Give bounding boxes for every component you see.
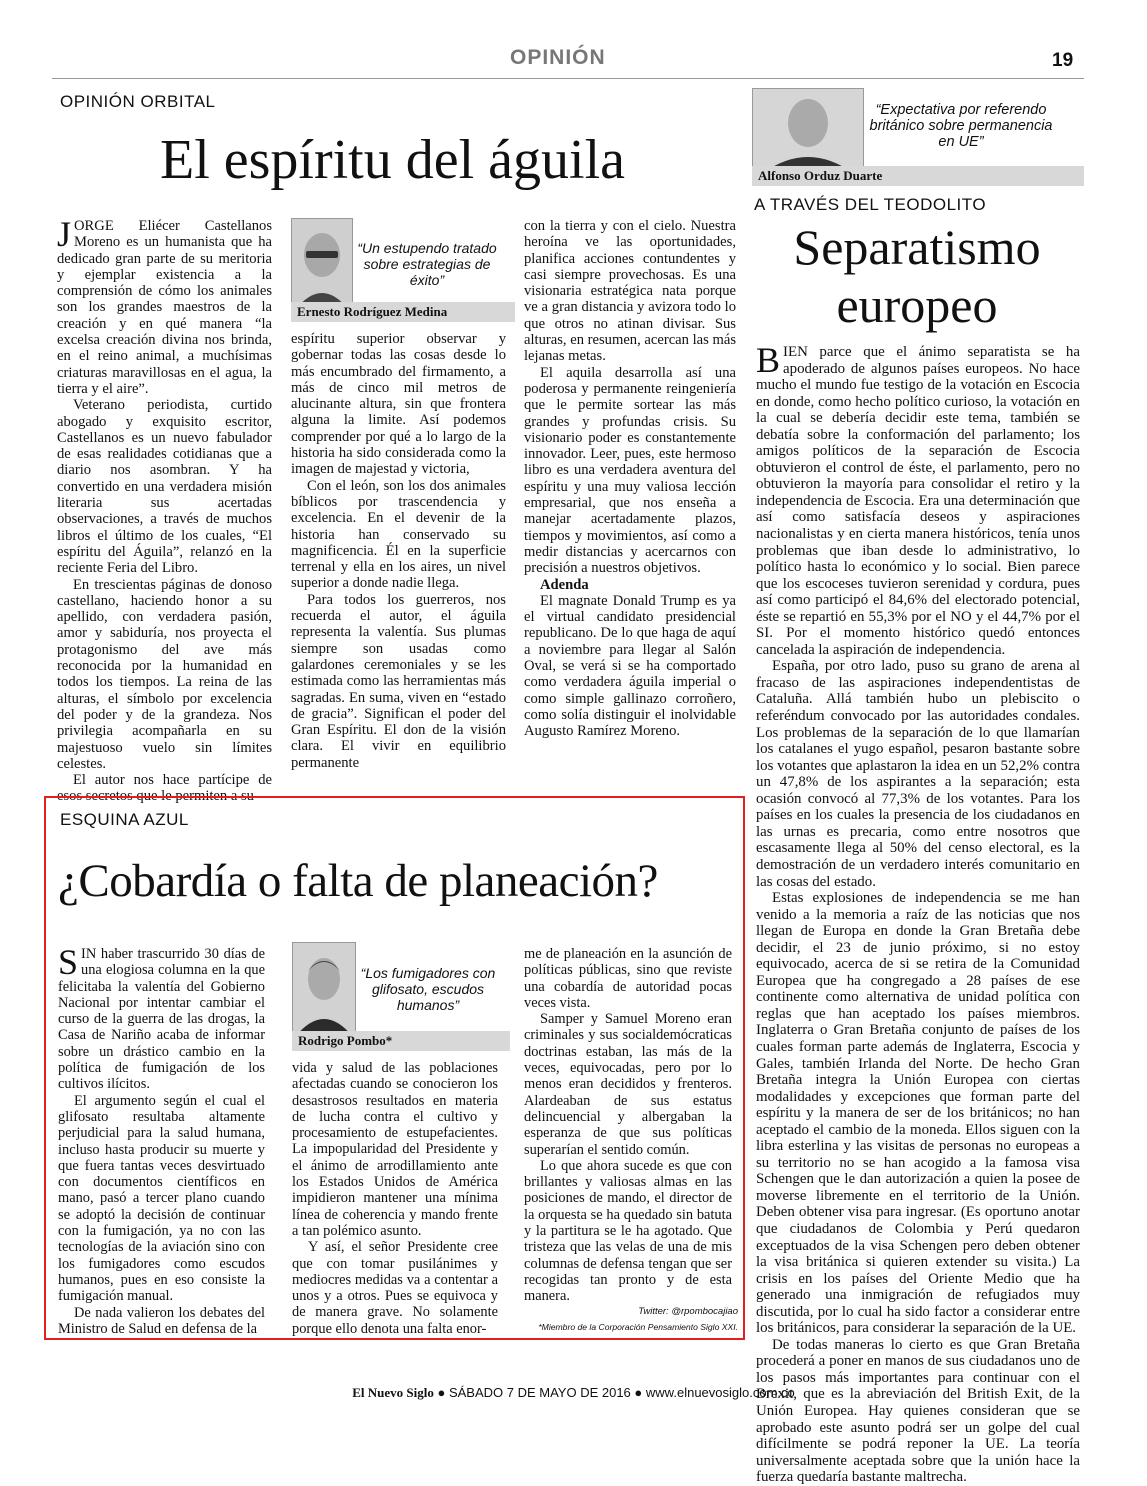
- dropcap: B: [756, 340, 781, 380]
- article3-kicker: ESQUINA AZUL: [60, 810, 189, 829]
- bullet-icon: ●: [634, 1385, 643, 1400]
- article3-pull-quote: “Los fumigadores con glifosato, escudos humanos”: [360, 965, 496, 1013]
- article1-pull-quote: “Un estupendo tratado sobre estrategias de éxito”: [357, 240, 497, 288]
- article2-title-line1: Separatismo: [793, 219, 1041, 275]
- author-twitter: Twitter: @rpombocajiao: [638, 1306, 738, 1317]
- article1-paragraph: Con el león, son los dos animales bíblicos por trascendencia y excelencia. En el devenir de la historia han conservado su magnificencia. Él en la superficie terrenal y ella en los aires, un nivel superior a donde nadie llega.: [291, 477, 506, 592]
- article1-paragraph: El aquila desarrolla así una poderosa y permanente reingeniería que le permite sortear las más grandes y profundas crisis. Su visionario poder es constantemente innovador. Leer, pues, este hermoso libro es una verdadera aventura del espíritu y una muy valiosa lección empresarial, que nos enseña a manejar acertadamente plazos, tiempos y movimientos, así como a medir distancias y acercarnos con precisión a nuestros objetivos.: [524, 364, 736, 577]
- article1-paragraph: espíritu superior observar y gobernar todas las cosas desde lo más encumbrado del firmamento, a más de cinco mil metros de alucinante altura, sin que frontera alguna la limite. Así podemos comprender por qué a lo largo de la historia ha sido considerada como la imagen de majestad y victoria,: [291, 331, 506, 478]
- page-number: 19: [1052, 50, 1074, 71]
- author-membership-note: *Miembro de la Corporación Pensamiento Siglo XXI.: [538, 1322, 738, 1332]
- article3-col1: [58, 942, 265, 1337]
- article1-paragraph: El magnate Donald Trump es ya el virtual candidato presidencial republicano. De lo que haga de aquí a noviembre para llegar al Salón Oval, se verá si se ha comportado como verdadera águila imperial o como simple gallinazo corroñero, como solía distinguir el inolvidable Augusto Ramírez Moreno.: [524, 592, 736, 740]
- article1-paragraph: El autor nos hace partícipe de esos secretos que le permiten a su: [57, 772, 272, 805]
- article3-title: ¿Cobardía o falta de planeación?: [58, 855, 658, 907]
- article3-paragraph: De nada valieron los debates del Ministro de Salud en defensa de la: [58, 1304, 265, 1337]
- article2-body: [756, 340, 1080, 1486]
- footer-date: SÁBADO 7 DE MAYO DE 2016: [448, 1385, 631, 1400]
- author-photo-rodrigo: [292, 942, 356, 1038]
- article1-author: Ernesto Rodríguez Medina: [291, 302, 515, 322]
- article2-pull-quote: “Expectativa por referendo británico sobre permanencia en UE”: [869, 102, 1053, 150]
- article1-col1: [57, 214, 272, 805]
- article3-paragraph: El argumento según el cual el glifosato resultaba altamente perjudicial para la salud humana, incluso hasta producir su muerte y que fuera tantas veces desvirtuado con documentos científicos en mano, pasó a tercer plano cuando se adoptó la decisión de continuar con la fumigación, ya no con las tecnologías de la aviación sino con los fumigadores como escudos humanos, pues en eso consiste la fumigación manual.: [58, 1092, 265, 1305]
- article1-paragraph: JORGE Eliécer Castellanos Moreno es un humanista que ha dedicado gran parte de su meritoria y ejemplar existencia a la comprensión de cómo los animales son los grandes maestros de la creación y en qué manera “la excelsa creación divina nos brinda, en el reino animal, a muchísimas criaturas maravillosas en el agua, la tierra y el aire”.: [57, 214, 272, 397]
- article3-paragraph: SIN haber trascurrido 30 días de una elogiosa columna en la que felicitaba la valentía del Gobierno Nacional por intentar cambiar el curso de la guerra de las drogas, la Casa de Nariño acaba de informar sobre un drástico cambio en la política de fumigación de los cultivos ilícitos.: [58, 942, 265, 1093]
- article2-title-line2: europeo: [836, 277, 998, 333]
- article1-paragraph: En trescientas páginas de donoso castellano, haciendo honor a su apellido, con verdadera pasión, amor y sabiduría, nos proyecta el protagonismo del ave más reconocida por la humanidad en todos los tiempos. La reina de las alturas, el símbolo por excelencia del poder y de la grandeza. Nos privilegia acompañarla en su majestuoso vuelo sin límites celestes.: [57, 576, 272, 772]
- article1-paragraph: con la tierra y con el cielo. Nuestra heroína ve las oportunidades, planifica acciones contundentes y casi siempre provechosas. Es una visionaria estratégica nata porque ve a gran distancia y avizora todo lo que otros no atinan divisar. Sus alturas, en resumen, acercan las más lejanas metas.: [524, 218, 736, 365]
- article3-col3: [524, 946, 732, 1305]
- article3-paragraph: Y así, el señor Presidente cree que con tomar pusilánimes y mediocres medidas va a contentar a unos y a otros. Pues se equivoca y de manera grave. No solamente porque ello denota una falta enor-: [292, 1239, 498, 1337]
- footer-website[interactable]: www.elnuevosiglo.com.co: [645, 1385, 795, 1400]
- article1-kicker: OPINIÓN ORBITAL: [60, 92, 216, 111]
- article1-col3: [524, 218, 736, 740]
- author-photo-ernesto: [291, 218, 353, 310]
- bullet-icon: ●: [437, 1385, 446, 1400]
- article3-author: Rodrigo Pombo*: [292, 1031, 510, 1051]
- article1-col2: [291, 331, 506, 771]
- article2-paragraph: España, por otro lado, puso su grano de arena al fracaso de las aspiraciones independentistas de Cataluña. Allá también hubo un plebiscito o referéndum convocado por las autoridades condales. Los problemas de la separación de lo que llamarían los catalanes el yugo español, pesaron bastante sobre los votantes que aplastaron la idea en un 52,2% contra un 47,8% de los aspirantes a la separación; esta ocasión convocó al 77,3% de los votantes. Para los países en los cuales la presencia de los ciudadanos en las urnas es precaria, como entre nosotros que escasamente llega al 50% del censo electoral, es la demostración de un verdadero interés comunitario en las cosas del estado.: [756, 658, 1080, 890]
- dropcap: J: [57, 214, 72, 254]
- header-rule: [52, 78, 1084, 79]
- footer-newspaper: El Nuevo Siglo: [352, 1385, 434, 1400]
- article3-col2: [292, 1060, 498, 1337]
- article2-author: Alfonso Orduz Duarte: [752, 166, 1084, 186]
- article2-kicker: A TRAVÉS DEL TEODOLITO: [754, 195, 987, 214]
- page-footer: [0, 1385, 1147, 1401]
- author-photo-alfonso: [752, 88, 864, 174]
- article3-paragraph: Samper y Samuel Moreno eran criminales y sus socialdemócraticas doctrinas estaban, las más de la veces, equivocadas, pero por lo menos eran decididos y frenteros. Alardeaban de sus estatus delincuencial y albergaban la esperanza de que sus políticas superarían el sentido común.: [524, 1011, 732, 1158]
- article3-paragraph: Lo que ahora sucede es que con brillantes y valiosas almas en las posiciones de mando, el director de la orquesta se ha quedado sin batuta y la partitura se le ha agotado. Que tristeza que las velas de una de mis columnas de defensa tengan que ser recogidas tan pronto y de esta manera.: [524, 1157, 732, 1305]
- article3-paragraph: vida y salud de las poblaciones afectadas cuando se conocieron los desastrosos resultados en materia de lucha contra el cultivo y procesamiento de estupefacientes. La impopularidad del Presidente y el ánimo de arrodillamiento ante los Estados Unidos de América impidieron mantener una mínima línea de coherencia y mando frente a tan polémico asunto.: [292, 1060, 498, 1239]
- article3-paragraph: me de planeación en la asunción de políticas públicas, sino que reviste una cobardía de autoridad pocas veces vista.: [524, 946, 732, 1011]
- article2-paragraph: De todas maneras lo cierto es que Gran Bretaña procederá a poner en manos de sus ciudadanos uno de los pasos más importantes para continuar con el Brexit, que es la abreviación del British Exit, de la Unión Europea. Hay quienes consideran que se aprobado este asunto podrá ser un golpe del cual difícilmente se podrá reponer la UE. La teoría universalmente aceptada sobre que la unión hace la fuerza quedaría bastante maltrecha.: [756, 1336, 1080, 1486]
- article2-paragraph: BIEN parce que el ánimo separatista se ha apoderado de algunos países europeos. No hace mucho el mundo fue testigo de la votación en Escocia en donde, como hecho político curioso, la votación en la cual se debería decidir este tema, también se debatía sobre la conformación del parlamento; los amigos políticos de la separación de Escocia obtuvieron el control de éste, el parlamento, pero no obtuvieron la mayoría para consolidar el retiro y la independencia de Escocia. Era una determinación que así como satisfacía deseos y aspiraciones nacionalistas y en cierta manera históricos, tenía unos problemas que iban desde lo administrativo, lo político hasta lo económico y lo social. Bien parece que los escoceses tuvieron serenidad y cordura, pues así como participó el 84,6% del electorado potencial, éste se repartió en 55,3% por el NO y el 44,7% por el SI. Por el momento histórico quedó entonces cancelada la aspiración de independencia.: [756, 340, 1080, 658]
- section-name: OPINIÓN: [510, 46, 606, 69]
- article2-paragraph: Estas explosiones de independencia se me han venido a la memoria a raíz de las noticias que nos llegan de Europa en donde la Gran Bretaña debe decidir, el 23 de junio próximo, si no estoy equivocado, acerca de si se retira de la Comunidad Europea que ha congregado a 28 países de ese continente como alternativa de unidad política con reglas que han aceptado los países miembros. Inglaterra o Gran Bretaña conjunto de países de los cuales forman parte además de Inglaterra, Escocia y Gales, también Irlanda del Norte. De hecho Gran Bretaña integra la Unión Europea con ciertas modalidades y excepciones que forman parte del espíritu y la manera de ser de los británicos; no han aceptado el cambio de la moneda. Ellos siguen con la libra esterlina y las visitas de personas no europeas a su territorio no se han acogido a la famosa visa Schengen que le dan autorización a quien la posee de moverse libremente en el territorio de la Unión. Deben obtener visa para ingresar. (Es oportuno anotar que ciudadanos de Colombia y Perú quedaron exceptuados de la visa Schengen pero deben obtener la visa británica si quieren extender su visita.) La crisis en los países del Oriente Medio que ha generado una inmigración de refugiados muy discutida, por lo cual ha sido factor a considerar entre los británicos, para considerar la separación de la UE.: [756, 890, 1080, 1337]
- article1-paragraph: Para todos los guerreros, nos recuerda el autor, el águila representa la valentía. Sus plumas siempre son usadas como galardones ceremoniales y se les estimada como las herramientas más sagradas. En suma, viven en “estado de gracia”. Significan el poder del Gran Espíritu. El don de la visión clara. El vivir en equilibrio permanente: [291, 591, 506, 771]
- adenda-subheading: Adenda: [540, 576, 589, 593]
- dropcap: S: [58, 942, 79, 982]
- article1-title: El espíritu del águila: [160, 129, 625, 191]
- article1-paragraph: Veterano periodista, curtido abogado y exquisito escritor, Castellanos es un nuevo fabulador de esas realidades cotidianas que a diario nos asombran. Y ha convertido en una verdadera misión literaria sus acertadas observaciones, a través de muchos libros el último de los cuales, “El espíritu del Águila”, relanzó en la reciente Feria del Libro.: [57, 397, 272, 577]
